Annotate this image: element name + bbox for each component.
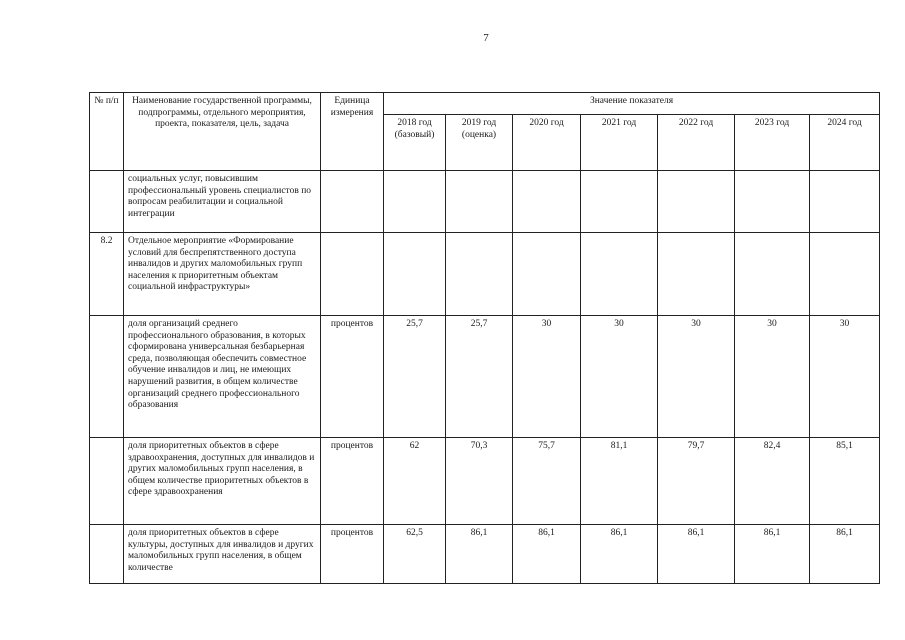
table-row	[90, 316, 880, 438]
row-unit	[321, 171, 384, 233]
row-value	[658, 233, 735, 316]
row-value: 86,1	[513, 525, 581, 584]
row-value	[658, 171, 735, 233]
row-value	[446, 171, 513, 233]
header-row-1	[90, 93, 880, 115]
row-value	[581, 233, 658, 316]
row-value: 85,1	[810, 438, 880, 525]
row-unit: процентов	[321, 438, 384, 525]
row-value: 30	[581, 316, 658, 438]
row-value: 86,1	[446, 525, 513, 584]
table-row	[90, 171, 880, 233]
row-value	[735, 171, 810, 233]
row-value: 25,7	[446, 316, 513, 438]
row-value: 79,7	[658, 438, 735, 525]
row-num	[90, 438, 124, 525]
row-value: 86,1	[581, 525, 658, 584]
row-num	[90, 171, 124, 233]
row-value	[513, 171, 581, 233]
header-year: 2018 год (базовый)	[384, 115, 446, 171]
table-row	[90, 525, 880, 584]
row-value: 86,1	[810, 525, 880, 584]
row-unit: процентов	[321, 316, 384, 438]
row-value: 30	[810, 316, 880, 438]
row-value	[581, 171, 658, 233]
header-year: 2020 год	[513, 115, 581, 171]
row-value	[446, 233, 513, 316]
row-value: 30	[658, 316, 735, 438]
row-value	[810, 233, 880, 316]
table-row	[90, 438, 880, 525]
row-unit: процентов	[321, 525, 384, 584]
row-name: социальных услуг, повысившим профессиональный уровень специалистов по вопросам реабилитации и социальной интеграции	[124, 171, 321, 233]
row-name: доля организаций среднего профессионального образования, в которых сформирована универсальная безбарьерная среда, позволяющая обеспечить совместное обучение инвалидов и лиц, не имеющих нарушений развития, в общем количестве организаций среднего профессионального образования	[124, 316, 321, 438]
header-year: 2021 год	[581, 115, 658, 171]
page-number: 7	[483, 32, 489, 44]
indicators-table	[89, 92, 880, 584]
row-value: 70,3	[446, 438, 513, 525]
header-year: 2023 год	[735, 115, 810, 171]
row-value: 62	[384, 438, 446, 525]
table-row	[90, 233, 880, 316]
row-num	[90, 316, 124, 438]
header-year: 2019 год (оценка)	[446, 115, 513, 171]
row-num	[90, 525, 124, 584]
row-value: 30	[513, 316, 581, 438]
row-name: Отдельное мероприятие «Формирование условий для беспрепятственного доступа инвалидов и других маломобильных групп населения к приоритетным объектам социальной инфраструктуры»	[124, 233, 321, 316]
row-value: 75,7	[513, 438, 581, 525]
header-num: № п/п	[90, 93, 124, 171]
row-num: 8.2	[90, 233, 124, 316]
header-year: 2024 год	[810, 115, 880, 171]
row-value	[513, 233, 581, 316]
row-value: 25,7	[384, 316, 446, 438]
row-value	[735, 233, 810, 316]
row-name: доля приоритетных объектов в сфере здравоохранения, доступных для инвалидов и других маломобильных групп населения, в общем количестве приоритетных объектов в сфере здравоохранения	[124, 438, 321, 525]
row-value	[384, 233, 446, 316]
row-value: 86,1	[735, 525, 810, 584]
row-name: доля приоритетных объектов в сфере культуры, доступных для инвалидов и других маломобильных групп населения, в общем количестве	[124, 525, 321, 584]
row-unit	[321, 233, 384, 316]
row-value: 82,4	[735, 438, 810, 525]
row-value	[810, 171, 880, 233]
header-unit: Единица измерения	[321, 93, 384, 171]
header-name: Наименование государственной программы, подпрограммы, отдельного мероприятия, проекта, показателя, цель, задача	[124, 93, 321, 171]
row-value: 81,1	[581, 438, 658, 525]
row-value	[384, 171, 446, 233]
row-value: 62,5	[384, 525, 446, 584]
header-value-group: Значение показателя	[384, 93, 880, 115]
row-value: 86,1	[658, 525, 735, 584]
row-value: 30	[735, 316, 810, 438]
header-year: 2022 год	[658, 115, 735, 171]
